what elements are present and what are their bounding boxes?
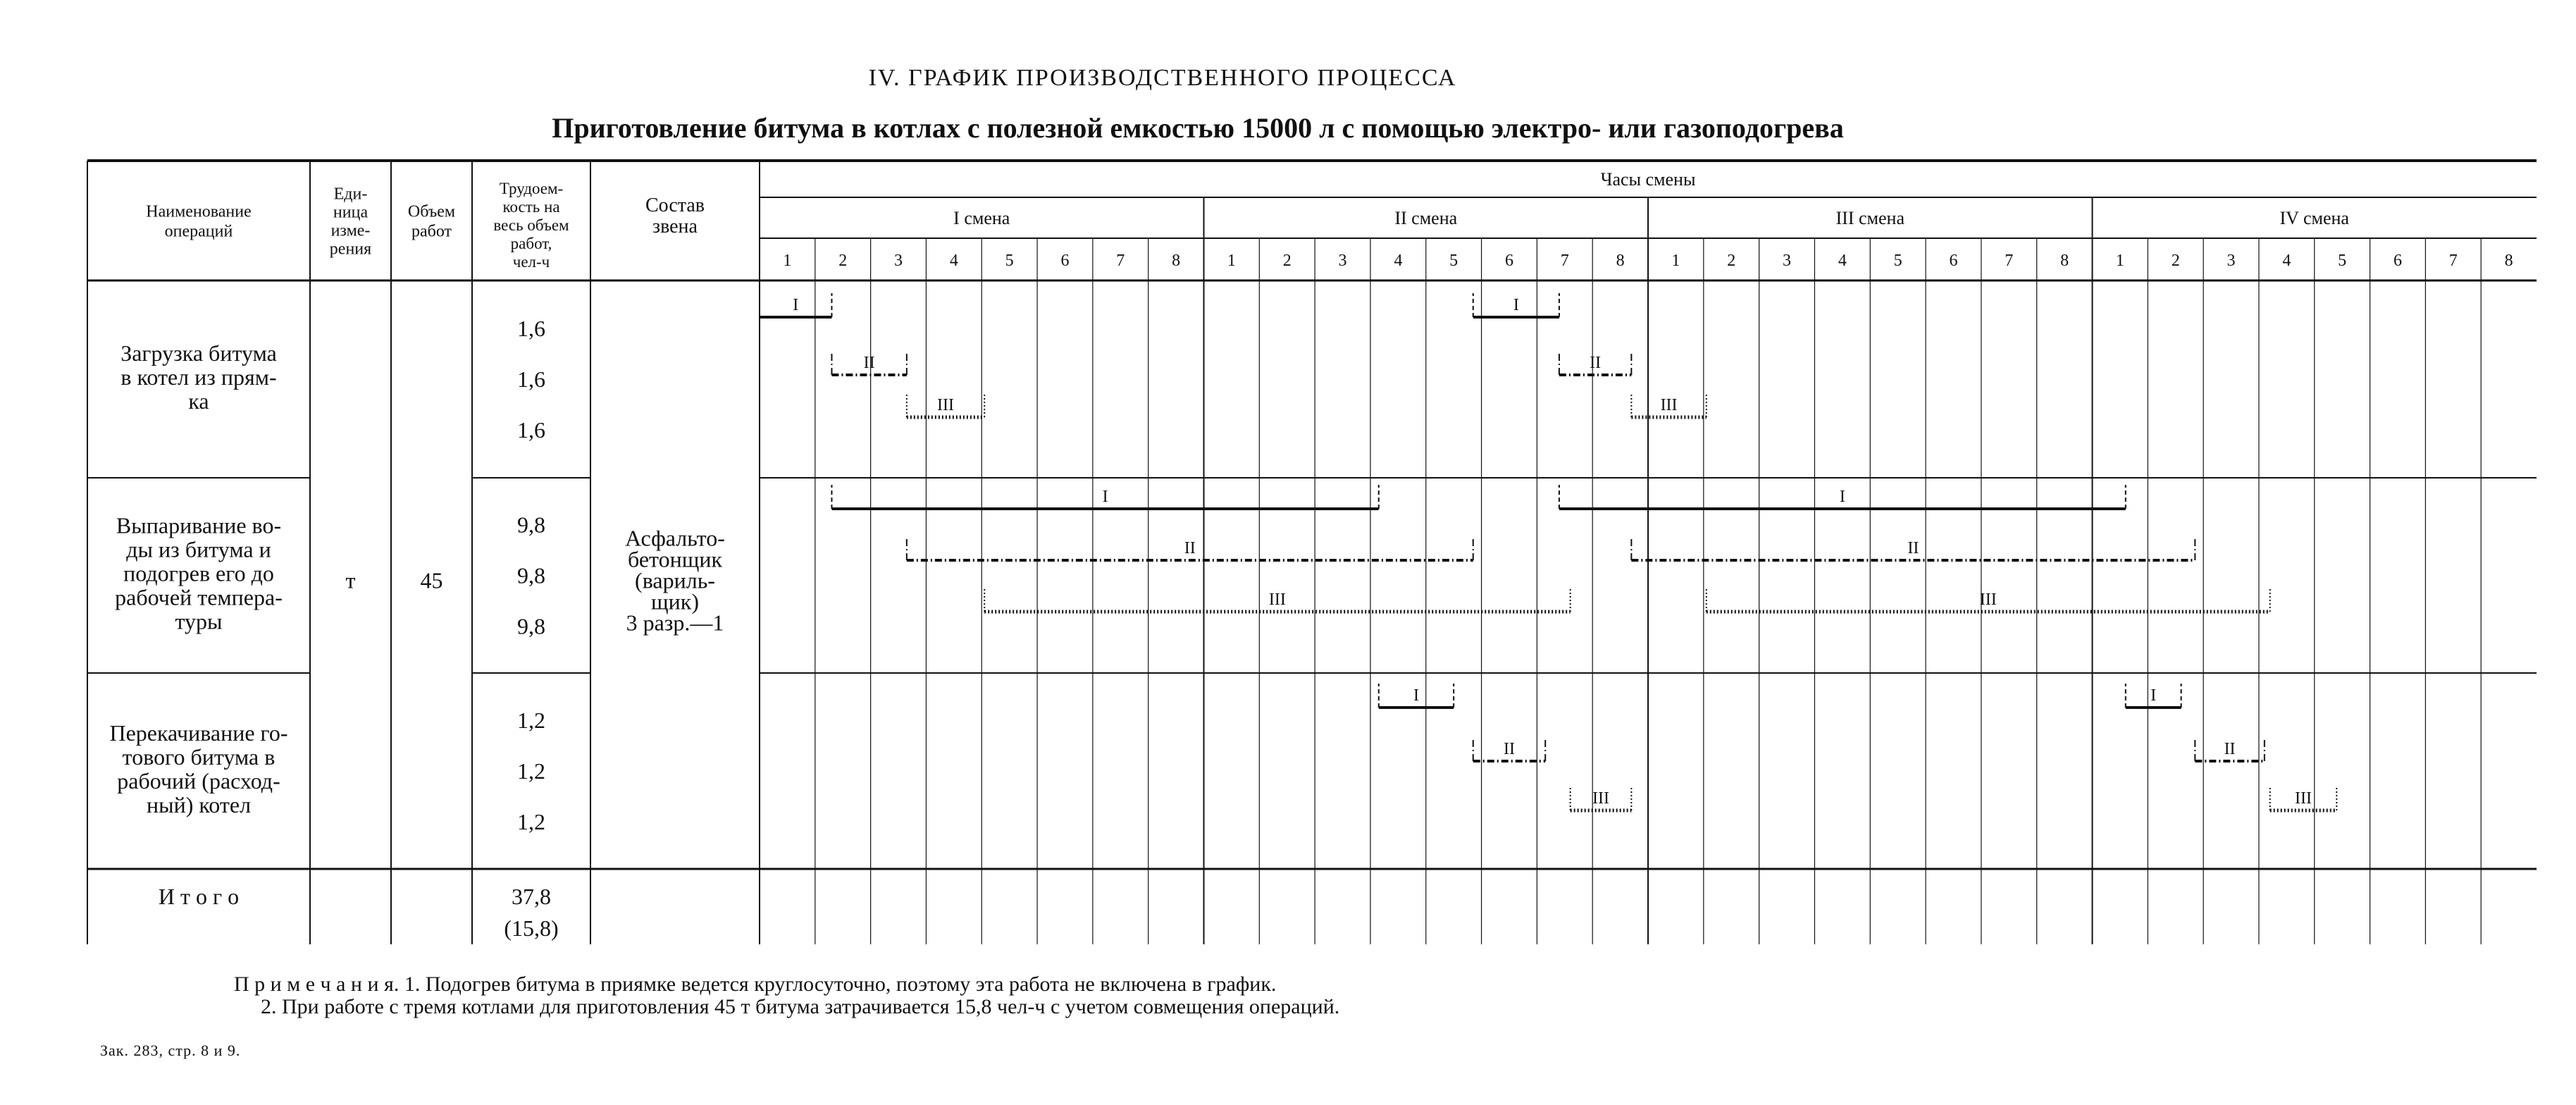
boiler-label: II (2224, 740, 2236, 758)
header-hour-number: 1 (783, 252, 792, 270)
notes-line-2: 2. При работе с тремя котлами для приготовления 45 т битума затрачивается 15,8 чел-ч с учетом совмещения операций. (261, 995, 1340, 1018)
operation-name: Выпаривание во- (116, 512, 282, 538)
total-labor: 37,8 (512, 884, 551, 909)
header-hour-number: 3 (1783, 252, 1792, 270)
boiler-label: I (793, 296, 799, 314)
header-hour-number: 2 (2171, 252, 2180, 270)
order-footer: Зак. 283, стр. 8 и 9. (100, 1042, 241, 1059)
boiler-label: I (1102, 488, 1108, 506)
boiler-label: III (1592, 789, 1610, 808)
operation-name: подогрев его до (123, 560, 274, 586)
header-hour-number: 5 (1893, 252, 1902, 270)
header-hour-number: 6 (2393, 252, 2402, 270)
header-shift: I смена (953, 208, 1010, 228)
total-labor-combined: (15,8) (504, 915, 559, 941)
labor-value: 1,6 (517, 366, 545, 392)
header-hour-number: 1 (2115, 252, 2124, 270)
header-hour-number: 3 (2227, 252, 2236, 270)
labor-value: 1,6 (517, 417, 545, 443)
boiler-label: II (863, 354, 875, 372)
header-shift: III смена (1835, 208, 1905, 228)
header-hour-number: 3 (1338, 252, 1347, 270)
header-volume: работ (411, 222, 452, 241)
operation-name: рабочий (расход- (117, 768, 280, 794)
boiler-label: II (1184, 539, 1196, 557)
header-labor: работ, (510, 235, 552, 253)
header-operation-name: Наименование (146, 202, 252, 221)
header-hour-number: 2 (838, 252, 848, 270)
header-shift: IV смена (2279, 208, 2349, 228)
header-hour-number: 4 (1394, 252, 1403, 270)
boiler-label: III (1979, 591, 1997, 609)
crew-composition: бетонщик (627, 546, 723, 572)
section-title: IV. ГРАФИК ПРОИЗВОДСТВЕННОГО ПРОЦЕССА (868, 65, 1457, 91)
boiler-label: I (1513, 296, 1519, 314)
header-unit: рения (329, 240, 372, 259)
header-hour-number: 6 (1504, 252, 1513, 270)
labor-value: 9,8 (517, 512, 545, 538)
header-hour-number: 4 (1838, 252, 1847, 270)
operation-name: Загрузка битума (120, 340, 277, 366)
header-hour-number: 3 (894, 252, 903, 270)
header-hour-number: 4 (949, 252, 958, 270)
header-hour-number: 8 (2060, 252, 2069, 270)
header-shift: II смена (1394, 208, 1458, 228)
header-operation-name: операций (164, 222, 233, 241)
header-labor: чел-ч (512, 253, 550, 271)
crew-composition: (вариль- (635, 567, 715, 593)
header-hour-number: 6 (1949, 252, 1958, 270)
header-unit: ница (333, 203, 369, 222)
operation-name: рабочей темпера- (115, 584, 283, 610)
header-crew: звена (652, 215, 698, 237)
operation-name: ды из битума и (126, 536, 271, 562)
labor-value: 1,2 (517, 758, 545, 784)
header-volume: Объем (407, 202, 456, 221)
volume-value: 45 (420, 567, 443, 593)
header-hour-number: 5 (1449, 252, 1459, 270)
header-crew: Состав (645, 194, 705, 216)
header-hour-number: 2 (1282, 252, 1292, 270)
document-subtitle: Приготовление битума в котлах с полезной емкостью 15000 л с помощью электро- или газоподогрева (552, 112, 1844, 144)
boiler-label: I (1413, 686, 1419, 705)
boiler-label: II (1907, 539, 1919, 557)
header-hour-number: 5 (1005, 252, 1014, 270)
boiler-label: III (1660, 396, 1678, 414)
boiler-label: I (2150, 686, 2157, 705)
boiler-label: II (1590, 354, 1602, 372)
boiler-label: III (937, 396, 955, 414)
labor-value: 1,2 (517, 809, 545, 834)
operation-name: ный) котел (146, 792, 252, 818)
header-hour-number: 8 (2504, 252, 2513, 270)
header-labor: Трудоем- (499, 180, 564, 198)
labor-value: 1,2 (517, 708, 545, 733)
operation-name: в котел из прям- (120, 364, 277, 390)
boiler-label: I (1839, 488, 1845, 506)
labor-value: 9,8 (517, 562, 545, 588)
crew-composition: Асфальто- (625, 525, 725, 551)
operation-name: ка (188, 388, 209, 414)
unit-value: т (345, 567, 356, 593)
labor-value: 9,8 (517, 613, 545, 639)
crew-composition: щик) (651, 588, 699, 615)
labor-value: 1,6 (517, 316, 545, 341)
header-hour-number: 4 (2282, 252, 2291, 270)
header-unit: Еди- (333, 185, 368, 204)
header-hour-number: 2 (1727, 252, 1736, 270)
header-hours: Часы смены (1600, 169, 1696, 190)
boiler-label: III (2294, 789, 2312, 808)
header-unit: изме- (330, 221, 371, 240)
header-hour-number: 1 (1227, 252, 1236, 270)
operation-name: Перекачивание го- (109, 720, 288, 746)
header-hour-number: 7 (2448, 252, 2458, 270)
header-labor: весь объем (493, 216, 569, 235)
crew-composition: 3 разр.—1 (626, 610, 724, 636)
header-hour-number: 8 (1616, 252, 1625, 270)
notes-line-1: П р и м е ч а н и я. 1. Подогрев битума в приямке ведется круглосуточно, поэтому эта работа не включена в график. (234, 973, 1277, 996)
header-hour-number: 8 (1172, 252, 1181, 270)
header-labor: кость на (502, 198, 560, 216)
header-hour-number: 7 (1560, 252, 1569, 270)
header-hour-number: 6 (1060, 252, 1070, 270)
operation-name: туры (175, 608, 223, 634)
header-hour-number: 7 (2005, 252, 2014, 270)
operation-name: тового битума в (122, 744, 275, 770)
boiler-label: II (1503, 740, 1515, 758)
header-hour-number: 1 (1671, 252, 1680, 270)
total-label: И т о г о (158, 884, 240, 909)
header-hour-number: 5 (2338, 252, 2347, 270)
boiler-label: III (1268, 591, 1286, 609)
header-hour-number: 7 (1116, 252, 1125, 270)
